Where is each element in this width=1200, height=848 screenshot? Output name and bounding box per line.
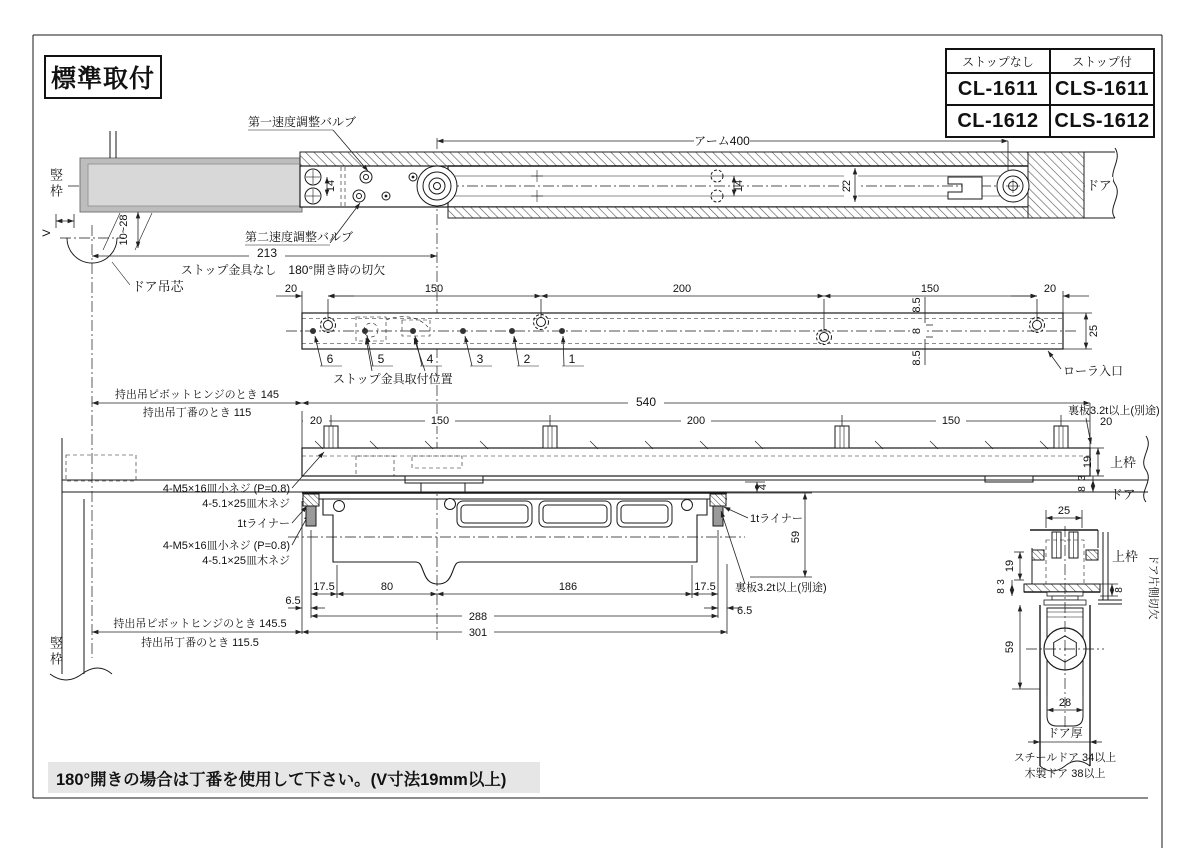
dim-186: 186 [558, 581, 578, 593]
hole-2: 2 [523, 352, 531, 366]
dim-540: 540 [635, 395, 657, 409]
dim-8-5-bottom: 8.5 [911, 350, 923, 366]
frame-soffit-inner [88, 164, 302, 206]
dim-v: V [41, 229, 53, 237]
vertical-frame-label-bottom: 竪枠 [48, 636, 63, 668]
pinion [417, 166, 457, 206]
dim-20-row2: 20 [309, 415, 323, 427]
liner-right-label: 1tライナー [750, 513, 803, 525]
door-thickness-label: ドア厚 [1047, 726, 1083, 740]
door-end-hatch [1028, 152, 1084, 218]
dim-20b-row2: 20 [1100, 416, 1113, 428]
door-notch-label: ドア片側切欠 [1147, 554, 1159, 620]
dim-80: 80 [380, 581, 394, 593]
dim-25-detail: 25 [1057, 505, 1071, 517]
butt-hinge-115-5: 持出吊丁番のとき 115.5 [141, 637, 259, 649]
top-frame-label-section: 上枠 [1110, 455, 1137, 470]
dim-10-28: 10~28 [118, 214, 130, 246]
notch-note: ストップ金具なし 180°開き時の切欠 [180, 263, 386, 277]
dim-200-row2: 200 [686, 415, 706, 427]
backplate-top-label: 裏板3.2t以上(別途) [1068, 405, 1160, 417]
dim-8-detail-left: 8 [996, 588, 1007, 594]
dim-25: 25 [1088, 324, 1100, 338]
dim-6-5-left: 6.5 [285, 595, 301, 607]
frame-break-line [50, 668, 112, 680]
door-label-section: ドア [1110, 487, 1136, 502]
valve2-label: 第二速度調整バルブ [245, 230, 354, 244]
dim-288: 288 [468, 611, 488, 623]
model-table-header-no-stop: ストップなし [946, 49, 1050, 73]
roller-inlet-label: ローラ入口 [1063, 364, 1124, 378]
wood-door-note: 木製ドア 38以上 [1024, 768, 1106, 780]
dim-213: 213 [256, 246, 278, 260]
dim-28: 28 [1058, 697, 1072, 709]
hole-6: 6 [326, 352, 334, 366]
frame-hatch-band [300, 152, 1084, 166]
dim-8-section: 8 [1077, 486, 1088, 492]
dim-8-detail-right: 8 [1114, 587, 1125, 593]
dim-19-detail: 19 [1004, 559, 1016, 573]
dim-19-section: 19 [1082, 455, 1094, 469]
dim-20: 20 [284, 283, 298, 295]
backplate-bottom-label: 裏板3.2t以上(別途) [735, 582, 827, 594]
rail-side [302, 448, 1090, 476]
dim-59-section: 59 [790, 530, 802, 544]
stop-hook [948, 177, 982, 199]
machine-screw-label-1: 4-M5×16皿小ネジ (P=0.8) [162, 483, 290, 495]
usage-note-text: 180°開きの場合は丁番を使用して下さい。(V寸法19mm以上) [56, 770, 507, 789]
top-section-view [41, 114, 1117, 294]
butt-hinge-115: 持出吊丁番のとき 115 [142, 407, 252, 419]
steel-door-note: スチールドア 34以上 [1013, 752, 1117, 764]
page-title [44, 55, 162, 99]
hole-3: 3 [476, 352, 484, 366]
dim-20b: 20 [1043, 283, 1057, 295]
rail-studs [324, 426, 1068, 448]
wood-screw-label-2: 4-5.1×25皿木ネジ [202, 555, 290, 567]
model-cl-1611: CL-1611 [946, 73, 1050, 105]
pivot-hinge-145-5: 持出吊ピボットヒンジのとき 145.5 [113, 618, 287, 630]
hole-1: 1 [568, 352, 576, 366]
model-cls-1611: CLS-1611 [1050, 73, 1154, 105]
top-frame-label-detail: 上枠 [1112, 549, 1139, 564]
dim-150b: 150 [920, 283, 940, 295]
dim-17-5-left: 17.5 [313, 581, 335, 593]
dim-17-5-right: 17.5 [694, 581, 716, 593]
dim-8: 8 [911, 327, 923, 335]
usage-note [48, 762, 540, 793]
dim-14-left: 14 [325, 179, 337, 193]
dim-150: 150 [424, 283, 444, 295]
dim-14-right: 14 [733, 179, 745, 193]
dim-8-5-top: 8.5 [911, 297, 923, 313]
pivot-hinge-145: 持出吊ピボットヒンジのとき 145 [114, 389, 280, 401]
valve1-label: 第一速度調整バルブ [248, 115, 357, 129]
dim-200: 200 [672, 283, 692, 295]
dim-4: 4 [757, 483, 769, 491]
model-table-header-with-stop: ストップ付 [1050, 49, 1154, 73]
stop-position-label: ストップ金具取付位置 [333, 372, 453, 386]
door-label-top: ドア [1086, 178, 1112, 193]
dim-150b-row2: 150 [941, 415, 961, 427]
hang-center-label: ドア吊芯 [132, 279, 184, 294]
installed-section-view [50, 387, 1160, 680]
model-cl-1612: CL-1612 [946, 105, 1050, 137]
machine-screw-label-2: 4-M5×16皿小ネジ (P=0.8) [162, 540, 290, 552]
wood-screw-label-1: 4-5.1×25皿木ネジ [202, 498, 290, 510]
model-cls-1612: CLS-1612 [1050, 105, 1154, 137]
dim-150-row2: 150 [430, 415, 450, 427]
dim-22: 22 [841, 179, 853, 193]
model-table [945, 48, 1155, 138]
dim-59-detail: 59 [1004, 640, 1016, 654]
hole-5: 5 [377, 352, 385, 366]
door-section-detail [996, 505, 1161, 780]
door-hatch-band [448, 207, 1028, 218]
closer-bottom-view [288, 493, 745, 584]
hole-4: 4 [426, 352, 434, 366]
dim-301: 301 [468, 627, 488, 639]
dim-3-detail: 3 [996, 579, 1007, 585]
dim-6-5-right: 6.5 [737, 605, 753, 617]
rail-plan-view [276, 283, 1123, 386]
dim-arm-400: アーム400 [694, 134, 750, 148]
page-title-text: 標準取付 [50, 65, 155, 93]
liner-left-label: 1tライナー [237, 518, 290, 530]
dim-3-section: 3 [1077, 475, 1088, 481]
vertical-frame-label-top: 竪枠 [48, 168, 63, 200]
door-break-line [1113, 148, 1118, 218]
